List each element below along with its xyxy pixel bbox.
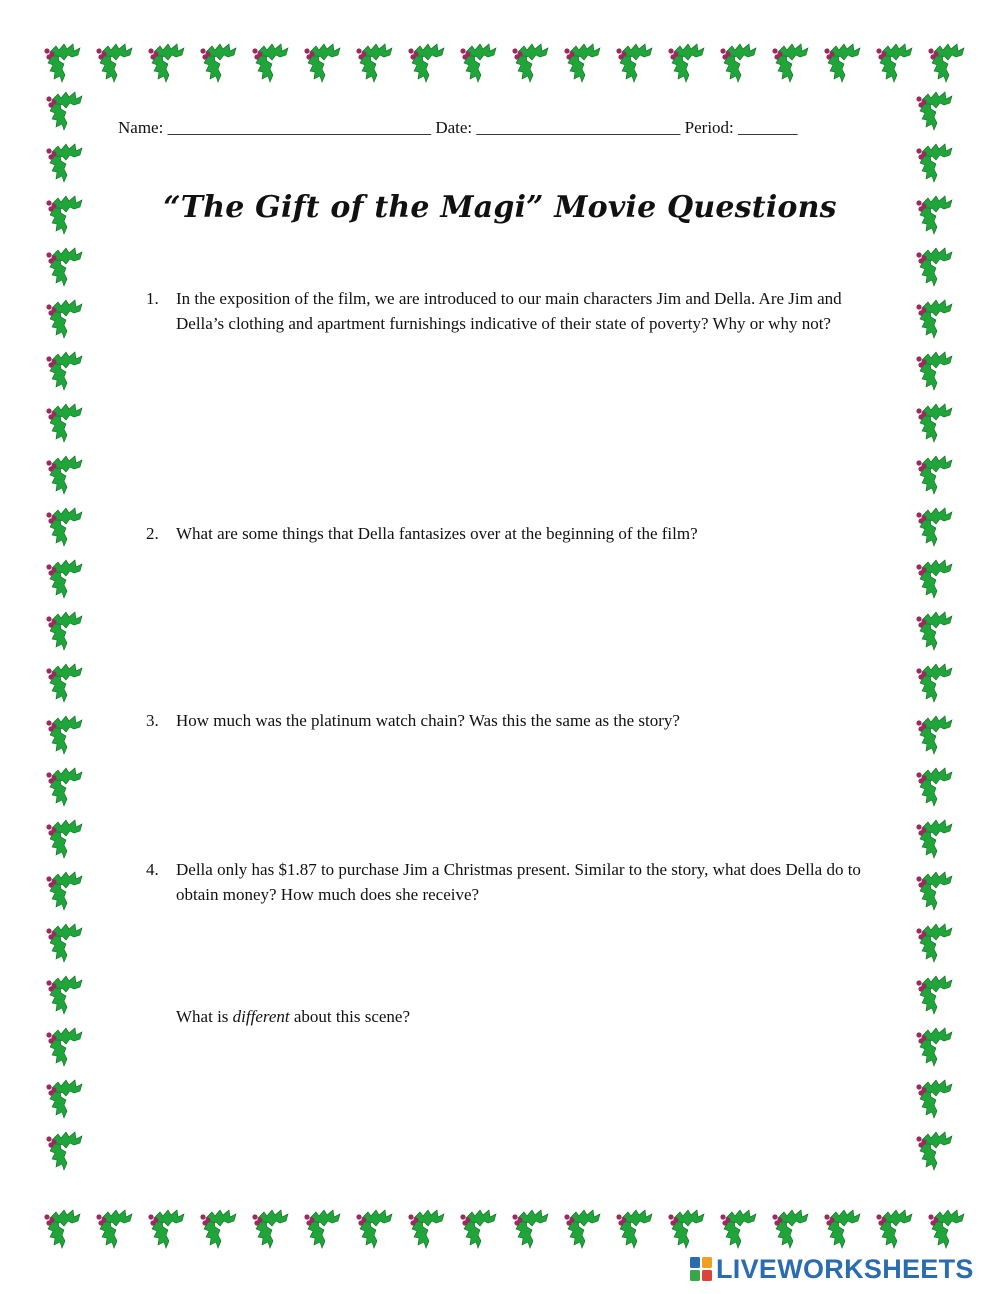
holly-sprig	[46, 300, 82, 338]
holly-sprig	[916, 716, 952, 754]
question-item	[146, 709, 891, 734]
holly-sprig	[928, 44, 964, 82]
period-field[interactable]: _______	[738, 118, 798, 137]
holly-sprig	[356, 44, 392, 82]
question-text: Della only has $1.87 to purchase Jim a Christmas present. Similar to the story, what does Della do to obtain money? How much does she receive?	[176, 860, 861, 904]
holly-sprig	[46, 1028, 82, 1066]
holly-sprig	[46, 820, 82, 858]
holly-sprig	[916, 612, 952, 650]
holly-sprig	[916, 352, 952, 390]
holly-sprig	[772, 44, 808, 82]
followup-question	[176, 1005, 876, 1030]
holly-sprig	[408, 44, 444, 82]
holly-sprig	[916, 560, 952, 598]
holly-sprig	[44, 44, 80, 82]
holly-sprig	[564, 44, 600, 82]
question-text: What are some things that Della fantasizes over at the beginning of the film?	[176, 524, 698, 543]
date-label: Date:	[435, 118, 473, 137]
holly-sprig	[96, 1210, 132, 1248]
holly-sprig	[916, 508, 952, 546]
holly-sprig	[916, 248, 952, 286]
holly-sprig	[148, 1210, 184, 1248]
holly-sprig	[46, 924, 82, 962]
holly-sprig	[916, 92, 952, 130]
holly-sprig	[876, 44, 912, 82]
holly-sprig	[772, 1210, 808, 1248]
holly-sprig	[916, 924, 952, 962]
holly-sprig	[44, 1210, 80, 1248]
holly-sprig	[252, 44, 288, 82]
holly-sprig	[46, 872, 82, 910]
holly-sprig	[824, 44, 860, 82]
followup-emphasis: different	[232, 1007, 290, 1026]
holly-sprig	[46, 92, 82, 130]
holly-sprig	[876, 1210, 912, 1248]
holly-sprig	[200, 1210, 236, 1248]
question-item	[146, 522, 891, 547]
liveworksheets-logo-icon	[690, 1257, 712, 1281]
holly-sprig	[916, 664, 952, 702]
holly-sprig	[46, 716, 82, 754]
page-title: “The Gift of the Magi” Movie Questions	[163, 190, 837, 225]
holly-sprig	[46, 1132, 82, 1170]
followup-text-before: What is	[176, 1007, 233, 1026]
holly-sprig	[824, 1210, 860, 1248]
holly-sprig	[916, 1028, 952, 1066]
holly-sprig	[916, 872, 952, 910]
holly-sprig	[46, 976, 82, 1014]
holly-sprig	[916, 300, 952, 338]
holly-sprig	[668, 44, 704, 82]
holly-sprig	[564, 1210, 600, 1248]
holly-sprig	[916, 404, 952, 442]
date-field[interactable]: ________________________	[476, 118, 681, 137]
holly-sprig	[512, 1210, 548, 1248]
question-number: 4.	[146, 860, 159, 879]
brand-name: LIVEWORKSHEETS	[716, 1253, 974, 1284]
question-item	[146, 858, 891, 907]
holly-sprig	[304, 1210, 340, 1248]
holly-sprig	[916, 1080, 952, 1118]
question-number: 2.	[146, 524, 159, 543]
holly-sprig	[200, 44, 236, 82]
holly-sprig	[96, 44, 132, 82]
holly-sprig	[916, 1132, 952, 1170]
holly-sprig	[46, 664, 82, 702]
holly-sprig	[304, 44, 340, 82]
holly-sprig	[46, 612, 82, 650]
question-text: How much was the platinum watch chain? Was this the same as the story?	[176, 711, 680, 730]
holly-sprig	[916, 768, 952, 806]
holly-sprig	[720, 1210, 756, 1248]
followup-text-after: about this scene?	[289, 1007, 411, 1026]
holly-sprig	[252, 1210, 288, 1248]
holly-sprig	[408, 1210, 444, 1248]
holly-sprig	[46, 404, 82, 442]
holly-sprig	[616, 1210, 652, 1248]
holly-sprig	[148, 44, 184, 82]
holly-sprig	[916, 144, 952, 182]
question-item	[146, 287, 891, 336]
period-label: Period:	[684, 118, 734, 137]
holly-sprig	[46, 508, 82, 546]
holly-sprig	[356, 1210, 392, 1248]
liveworksheets-brand	[690, 1254, 974, 1284]
holly-sprig	[46, 1080, 82, 1118]
holly-sprig	[46, 352, 82, 390]
name-label: Name:	[118, 118, 164, 137]
question-text: In the exposition of the film, we are introduced to our main characters Jim and Della. Are Jim and Della’s clothing and apartment furnishings indicative of their state of poverty? Why or why not?	[176, 289, 842, 333]
holly-sprig	[460, 1210, 496, 1248]
holly-sprig	[668, 1210, 704, 1248]
holly-sprig	[928, 1210, 964, 1248]
holly-sprig	[916, 976, 952, 1014]
holly-sprig	[916, 456, 952, 494]
name-field[interactable]: _______________________________	[167, 118, 432, 137]
question-number: 3.	[146, 711, 159, 730]
holly-sprig	[46, 456, 82, 494]
holly-sprig	[916, 820, 952, 858]
holly-sprig	[46, 144, 82, 182]
holly-sprig	[512, 44, 548, 82]
question-number: 1.	[146, 289, 159, 308]
holly-sprig	[46, 560, 82, 598]
holly-sprig	[460, 44, 496, 82]
holly-sprig	[616, 44, 652, 82]
holly-sprig	[720, 44, 756, 82]
holly-sprig	[46, 248, 82, 286]
student-info-line	[118, 118, 888, 138]
holly-sprig	[46, 768, 82, 806]
